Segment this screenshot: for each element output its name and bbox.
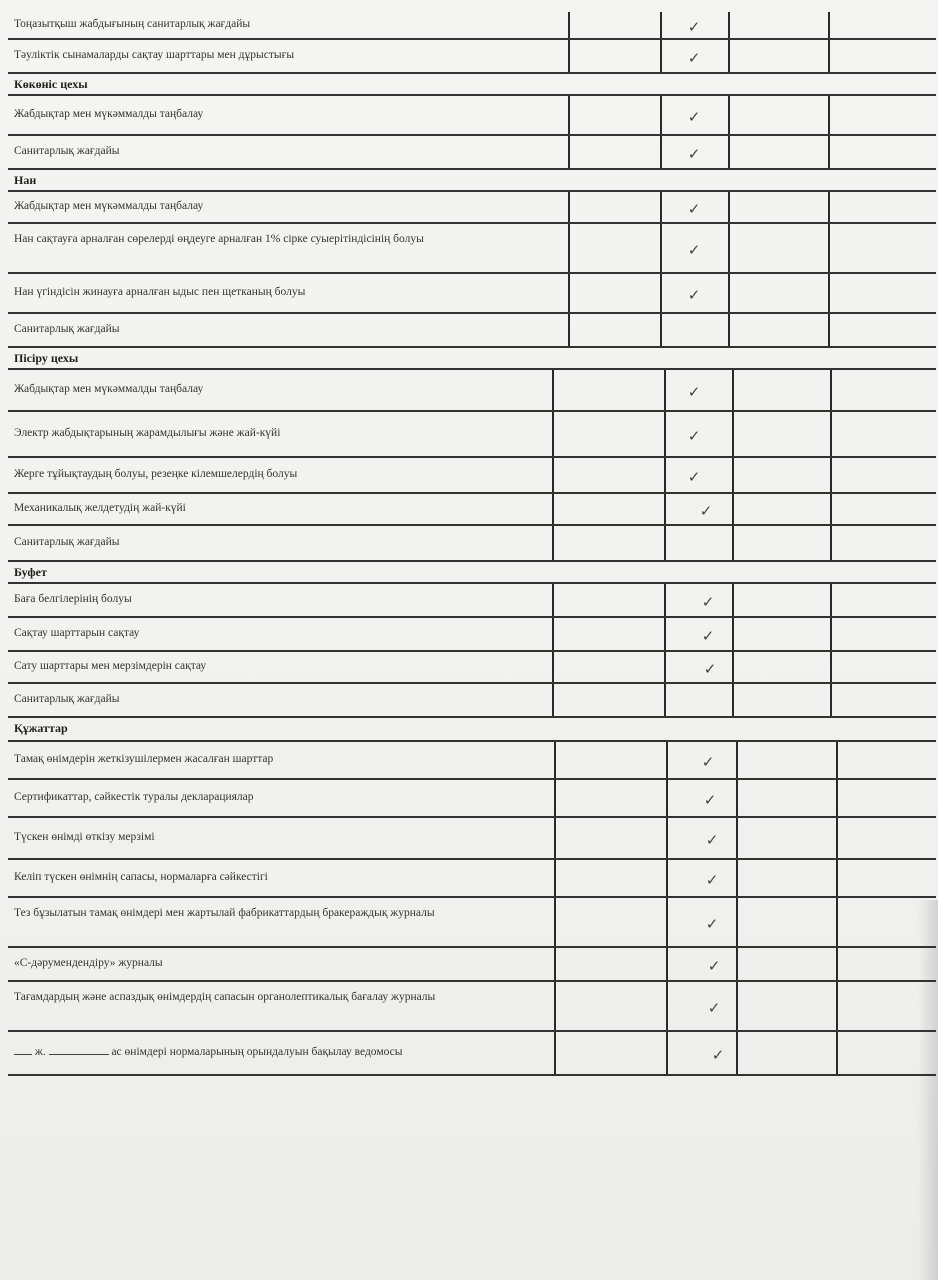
table-row	[8, 948, 936, 982]
column-divider	[728, 224, 730, 272]
column-divider	[732, 458, 734, 492]
column-divider	[828, 12, 830, 38]
checkmark-icon: ✓	[703, 660, 717, 678]
table-row	[8, 40, 936, 74]
table-row	[8, 274, 936, 314]
column-divider	[552, 526, 554, 560]
checkmark-icon: ✓	[705, 831, 719, 849]
row-label: Келіп түскен өнімнің сапасы, нормаларға сәйкестігі	[14, 871, 268, 883]
column-divider	[732, 412, 734, 456]
column-divider	[666, 780, 668, 816]
column-divider	[554, 860, 556, 896]
column-divider	[664, 652, 666, 682]
column-divider	[732, 652, 734, 682]
column-divider	[554, 818, 556, 858]
column-divider	[664, 618, 666, 650]
column-divider	[828, 40, 830, 72]
table-row	[8, 314, 936, 348]
table-row	[8, 412, 936, 458]
column-divider	[830, 618, 832, 650]
section-header	[8, 562, 936, 584]
checkmark-icon: ✓	[705, 915, 719, 933]
checkmark-icon: ✓	[687, 468, 701, 486]
table-row	[8, 684, 936, 718]
column-divider	[666, 898, 668, 946]
row-label: Электр жабдықтарының жарамдылығы және жай-күйі	[14, 427, 281, 439]
row-label-text: ас өнімдері нормаларының орындалуын бақылау ведомосы	[108, 1046, 403, 1058]
column-divider	[660, 136, 662, 168]
column-divider	[830, 458, 832, 492]
blank-line	[14, 1054, 32, 1055]
column-divider	[830, 370, 832, 410]
inspection-checklist-table	[8, 12, 936, 1076]
column-divider	[666, 1032, 668, 1074]
column-divider	[552, 412, 554, 456]
column-divider	[568, 12, 570, 38]
column-divider	[732, 526, 734, 560]
row-label: «С-дәрумендендіру» журналы	[14, 957, 163, 969]
column-divider	[554, 780, 556, 816]
row-label: Түскен өнімді өткізу мерзімі	[14, 831, 155, 843]
column-divider	[554, 898, 556, 946]
section-header	[8, 348, 936, 370]
column-divider	[736, 780, 738, 816]
column-divider	[552, 584, 554, 616]
column-divider	[728, 192, 730, 222]
row-label: Санитарлық жағдайы	[14, 145, 120, 157]
column-divider	[728, 314, 730, 346]
column-divider	[728, 40, 730, 72]
table-row	[8, 898, 936, 948]
row-label: Жабдықтар мен мүкәммалды таңбалау	[14, 200, 204, 212]
section-title: Нан	[14, 173, 37, 187]
row-label: Тәуліктік сынамаларды сақтау шарттары мен дұрыстығы	[14, 49, 295, 61]
column-divider	[664, 370, 666, 410]
blank-line	[49, 1054, 109, 1055]
checkmark-icon: ✓	[701, 593, 715, 611]
column-divider	[664, 458, 666, 492]
column-divider	[830, 584, 832, 616]
column-divider	[836, 860, 838, 896]
column-divider	[666, 982, 668, 1030]
column-divider	[568, 274, 570, 312]
checkmark-icon: ✓	[707, 999, 721, 1017]
checkmark-icon: ✓	[707, 957, 721, 975]
column-divider	[664, 412, 666, 456]
column-divider	[828, 96, 830, 134]
table-row	[8, 1032, 936, 1076]
row-label: Нан үгіндісін жинауға арналған ыдыс пен щетканың болуы	[14, 286, 306, 298]
column-divider	[836, 818, 838, 858]
table-row	[8, 370, 936, 412]
column-divider	[736, 948, 738, 980]
column-divider	[732, 494, 734, 524]
row-label: Тоңазытқыш жабдығының санитарлық жағдайы	[14, 18, 251, 30]
column-divider	[836, 780, 838, 816]
checkmark-icon: ✓	[687, 383, 701, 401]
column-divider	[552, 370, 554, 410]
row-label: Механикалық желдетудің жай-күйі	[14, 502, 186, 514]
column-divider	[568, 224, 570, 272]
column-divider	[828, 314, 830, 346]
row-label: Тамақ өнімдерін жеткізушілермен жасалған шарттар	[14, 753, 274, 765]
column-divider	[666, 948, 668, 980]
table-row	[8, 982, 936, 1032]
column-divider	[660, 40, 662, 72]
column-divider	[554, 982, 556, 1030]
row-label: Сату шарттары мен мерзімдерін сақтау	[14, 660, 207, 672]
table-row	[8, 584, 936, 618]
table-row	[8, 818, 936, 860]
column-divider	[664, 494, 666, 524]
column-divider	[568, 192, 570, 222]
table-row	[8, 860, 936, 898]
table-row	[8, 652, 936, 684]
column-divider	[736, 742, 738, 778]
checkmark-icon: ✓	[687, 145, 701, 163]
column-divider	[664, 584, 666, 616]
section-title: Пісіру цехы	[14, 351, 79, 365]
column-divider	[736, 982, 738, 1030]
checkmark-icon: ✓	[687, 200, 701, 218]
column-divider	[830, 412, 832, 456]
column-divider	[830, 526, 832, 560]
checkmark-icon: ✓	[687, 49, 701, 67]
checkmark-icon: ✓	[703, 791, 717, 809]
column-divider	[568, 314, 570, 346]
column-divider	[736, 898, 738, 946]
checkmark-icon: ✓	[701, 627, 715, 645]
row-label: Жерге тұйықтаудың болуы, резеңке кілемшелердің болуы	[14, 468, 298, 480]
column-divider	[552, 618, 554, 650]
row-label: Нан сақтауға арналған сөрелерді өңдеуге арналған 1% сірке суыерітіндісінің болуы	[14, 233, 424, 245]
table-row	[8, 192, 936, 224]
column-divider	[568, 136, 570, 168]
column-divider	[552, 652, 554, 682]
table-row	[8, 136, 936, 170]
column-divider	[552, 494, 554, 524]
checkmark-icon: ✓	[687, 241, 701, 259]
checkmark-icon: ✓	[711, 1046, 725, 1064]
column-divider	[830, 494, 832, 524]
table-row	[8, 618, 936, 652]
column-divider	[664, 684, 666, 716]
column-divider	[732, 618, 734, 650]
section-title: Құжаттар	[14, 721, 68, 735]
column-divider	[666, 860, 668, 896]
column-divider	[728, 96, 730, 134]
checkmark-icon: ✓	[687, 18, 701, 36]
column-divider	[732, 370, 734, 410]
column-divider	[552, 458, 554, 492]
row-label: Тез бұзылатын тамақ өнімдері мен жартылай фабрикаттардың бракераждық журналы	[14, 907, 435, 919]
column-divider	[836, 898, 838, 946]
column-divider	[828, 136, 830, 168]
checkmark-icon: ✓	[705, 871, 719, 889]
checkmark-icon: ✓	[687, 427, 701, 445]
column-divider	[666, 818, 668, 858]
column-divider	[830, 684, 832, 716]
row-label: Сақтау шарттарын сақтау	[14, 627, 140, 639]
section-header	[8, 74, 936, 96]
column-divider	[666, 742, 668, 778]
column-divider	[660, 274, 662, 312]
column-divider	[660, 12, 662, 38]
section-header	[8, 718, 936, 742]
column-divider	[664, 526, 666, 560]
column-divider	[836, 1032, 838, 1074]
section-header	[8, 170, 936, 192]
section-title: Буфет	[14, 565, 47, 579]
row-label: Жабдықтар мен мүкәммалды таңбалау	[14, 383, 204, 395]
column-divider	[736, 818, 738, 858]
table-row	[8, 742, 936, 780]
column-divider	[554, 948, 556, 980]
column-divider	[728, 136, 730, 168]
column-divider	[836, 948, 838, 980]
column-divider	[732, 684, 734, 716]
column-divider	[728, 12, 730, 38]
table-row	[8, 224, 936, 274]
table-row	[8, 96, 936, 136]
column-divider	[836, 982, 838, 1030]
checkmark-icon: ✓	[687, 108, 701, 126]
column-divider	[568, 96, 570, 134]
row-label: Тағамдардың және аспаздық өнімдердің сапасын органолептикалық бағалау журналы	[14, 991, 436, 1003]
table-row	[8, 780, 936, 818]
checkmark-icon: ✓	[687, 286, 701, 304]
column-divider	[736, 1032, 738, 1074]
checkmark-icon: ✓	[701, 753, 715, 771]
row-label: Баға белгілерінің болуы	[14, 593, 132, 605]
section-title: Көкөніс цехы	[14, 77, 88, 91]
column-divider	[828, 192, 830, 222]
row-label: Сертификаттар, сәйкестік туралы декларациялар	[14, 791, 254, 803]
column-divider	[728, 274, 730, 312]
column-divider	[552, 684, 554, 716]
table-row	[8, 12, 936, 40]
column-divider	[660, 314, 662, 346]
row-label: Санитарлық жағдайы	[14, 323, 120, 335]
column-divider	[568, 40, 570, 72]
table-row	[8, 494, 936, 526]
column-divider	[830, 652, 832, 682]
column-divider	[828, 274, 830, 312]
column-divider	[732, 584, 734, 616]
row-label: Жабдықтар мен мүкәммалды таңбалау	[14, 108, 204, 120]
checkmark-icon: ✓	[699, 502, 713, 520]
column-divider	[660, 96, 662, 134]
column-divider	[660, 192, 662, 222]
row-label-prefix: ж.	[32, 1046, 49, 1058]
column-divider	[554, 1032, 556, 1074]
column-divider	[660, 224, 662, 272]
row-label: Санитарлық жағдайы	[14, 693, 120, 705]
column-divider	[828, 224, 830, 272]
table-row	[8, 458, 936, 494]
row-label: Санитарлық жағдайы	[14, 536, 120, 548]
table-row	[8, 526, 936, 562]
row-label	[14, 1044, 546, 1060]
column-divider	[736, 860, 738, 896]
column-divider	[836, 742, 838, 778]
column-divider	[554, 742, 556, 778]
